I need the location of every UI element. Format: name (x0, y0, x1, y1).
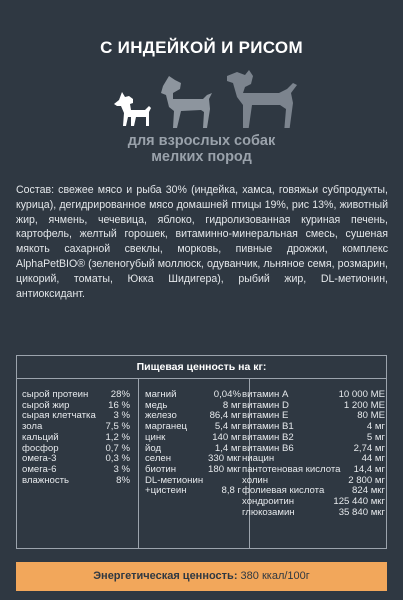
nutrient-name: холин (242, 474, 269, 486)
nutrient-name: омега-6 (22, 463, 57, 475)
nutrient-row (145, 486, 241, 497)
nutrient-row (22, 433, 130, 444)
nutrition-column-1 (22, 390, 130, 486)
energy-value: 380 ккал/100г (240, 570, 310, 582)
nutrient-value: 824 мкг (352, 485, 385, 497)
nutrient-value: 10 000 МЕ (338, 389, 385, 400)
nutrient-name: сырой жир (22, 399, 70, 411)
nutrient-value: 1,4 мг (214, 442, 241, 454)
nutrient-name: витамин B2 (242, 431, 294, 443)
energy-bar (16, 562, 387, 591)
nutrient-row (242, 508, 385, 519)
nutrient-name: зола (22, 421, 43, 433)
nutrient-value: 80 МЕ (357, 410, 385, 422)
nutrient-value: 125 440 мкг (333, 496, 385, 508)
nutrient-name: фосфор (22, 442, 59, 454)
nutrient-value: 330 мкг (208, 453, 241, 465)
nutrient-value: 180 мкг (208, 463, 241, 475)
energy-label: Энергетическая ценность: (93, 570, 238, 582)
nutrient-value: 140 мг (212, 431, 241, 443)
nutrient-name: +цистеин (145, 485, 187, 497)
nutrient-value: 1 200 МЕ (343, 399, 385, 411)
nutrient-value: 35 840 мкг (338, 506, 385, 518)
subtitle-line-1: для взрослых собак (127, 133, 276, 149)
subtitle (0, 133, 403, 165)
nutrient-value: 0,3 % (105, 453, 130, 465)
nutrient-name: витамин D (242, 399, 289, 411)
nutrient-value: 16 % (108, 399, 130, 411)
nutrient-name: кальций (22, 431, 59, 443)
nutrient-value: 2 800 мг (348, 474, 385, 486)
nutrient-name: витамин B1 (242, 421, 294, 433)
nutrient-name: железо (145, 410, 177, 422)
nutrient-value: 3 % (113, 463, 130, 475)
nutrient-name: ниацин (242, 453, 275, 465)
nutrition-table-body (16, 379, 387, 549)
dog-size-illustration (105, 56, 305, 128)
medium-dog-icon (161, 76, 212, 128)
nutrient-value: 3 % (113, 410, 130, 422)
nutrient-name: глюкозамин (242, 506, 295, 518)
nutrition-column-2 (145, 390, 241, 497)
nutrient-name: марганец (145, 421, 188, 433)
nutrient-name: витамин E (242, 410, 289, 422)
nutrient-value: 2,74 мг (353, 442, 385, 454)
nutrient-row (242, 433, 385, 444)
nutrient-name: сырая клетчатка (22, 410, 96, 422)
nutrient-value: 8 мг (222, 399, 241, 411)
nutrient-name: биотин (145, 463, 177, 475)
nutrient-value: 28% (110, 389, 130, 400)
nutrient-value: 44 мг (361, 453, 385, 465)
nutrient-name: DL-метионин (145, 474, 204, 486)
nutrient-value: 5,4 мг (214, 421, 241, 433)
nutrient-name: витамин B6 (242, 442, 294, 454)
nutrient-value: 0,7 % (105, 442, 130, 454)
nutrition-column-3 (242, 390, 385, 518)
nutrient-value: 86,4 мг (209, 410, 241, 422)
nutrient-name: медь (145, 399, 168, 411)
small-dog-icon (114, 92, 151, 126)
nutrient-value: 8% (116, 474, 130, 486)
nutrient-name: влажность (22, 474, 70, 486)
composition-text: Состав: свежее мясо и рыба 30% (индейка, хамса, говяжьи субпродукты, курица), дегидрированное мясо домашней птицы 19%, рис 13%, животный жир, ячмень, чечевица, яблоко, гидролизованная куриная печень, картофель, желтый горошек, витаминно-минеральная смесь, сушеная мякоть сахарной свеклы, морковь, пивные дрожжи, комплекс AlphaPetBIO® (зеленогубый моллюск, одуванчик, льняное семя, розмарин, цикорий, томаты, Юкка Шидигера), рыбий жир, DL-метионин, антиоксидант. (16, 184, 388, 300)
nutrient-name: хондроитин (242, 496, 295, 508)
nutrient-row (22, 476, 130, 487)
nutrient-value: 14,4 мг (353, 463, 385, 475)
nutrition-table-title: Пищевая ценность на кг: (16, 355, 387, 379)
nutrient-name: витамин А (242, 389, 289, 400)
nutrient-name: омега-3 (22, 453, 57, 465)
nutrition-table (16, 355, 387, 585)
nutrient-value: 1,2 % (105, 431, 130, 443)
nutrient-name: селен (145, 453, 172, 465)
nutrient-name: фолиевая кислота (242, 485, 325, 497)
nutrient-value: 4 мг (366, 421, 385, 433)
nutrient-name: пантотеновая кислота (242, 463, 341, 475)
large-dog-icon (227, 70, 297, 128)
column-divider (138, 379, 139, 549)
nutrient-value: 7,5 % (105, 421, 130, 433)
nutrient-name: йод (145, 442, 162, 454)
product-title: С ИНДЕЙКОЙ И РИСОМ (100, 38, 303, 57)
nutrient-value: 8,8 г (221, 485, 241, 497)
nutrient-name: сырой протеин (22, 389, 89, 400)
subtitle-line-2: мелких пород (151, 149, 252, 165)
nutrient-name: цинк (145, 431, 166, 443)
nutrient-name: магний (145, 389, 177, 400)
nutrient-row (145, 433, 241, 444)
nutrient-value: 0,04% (213, 389, 241, 400)
nutrient-value: 5 мг (366, 431, 385, 443)
